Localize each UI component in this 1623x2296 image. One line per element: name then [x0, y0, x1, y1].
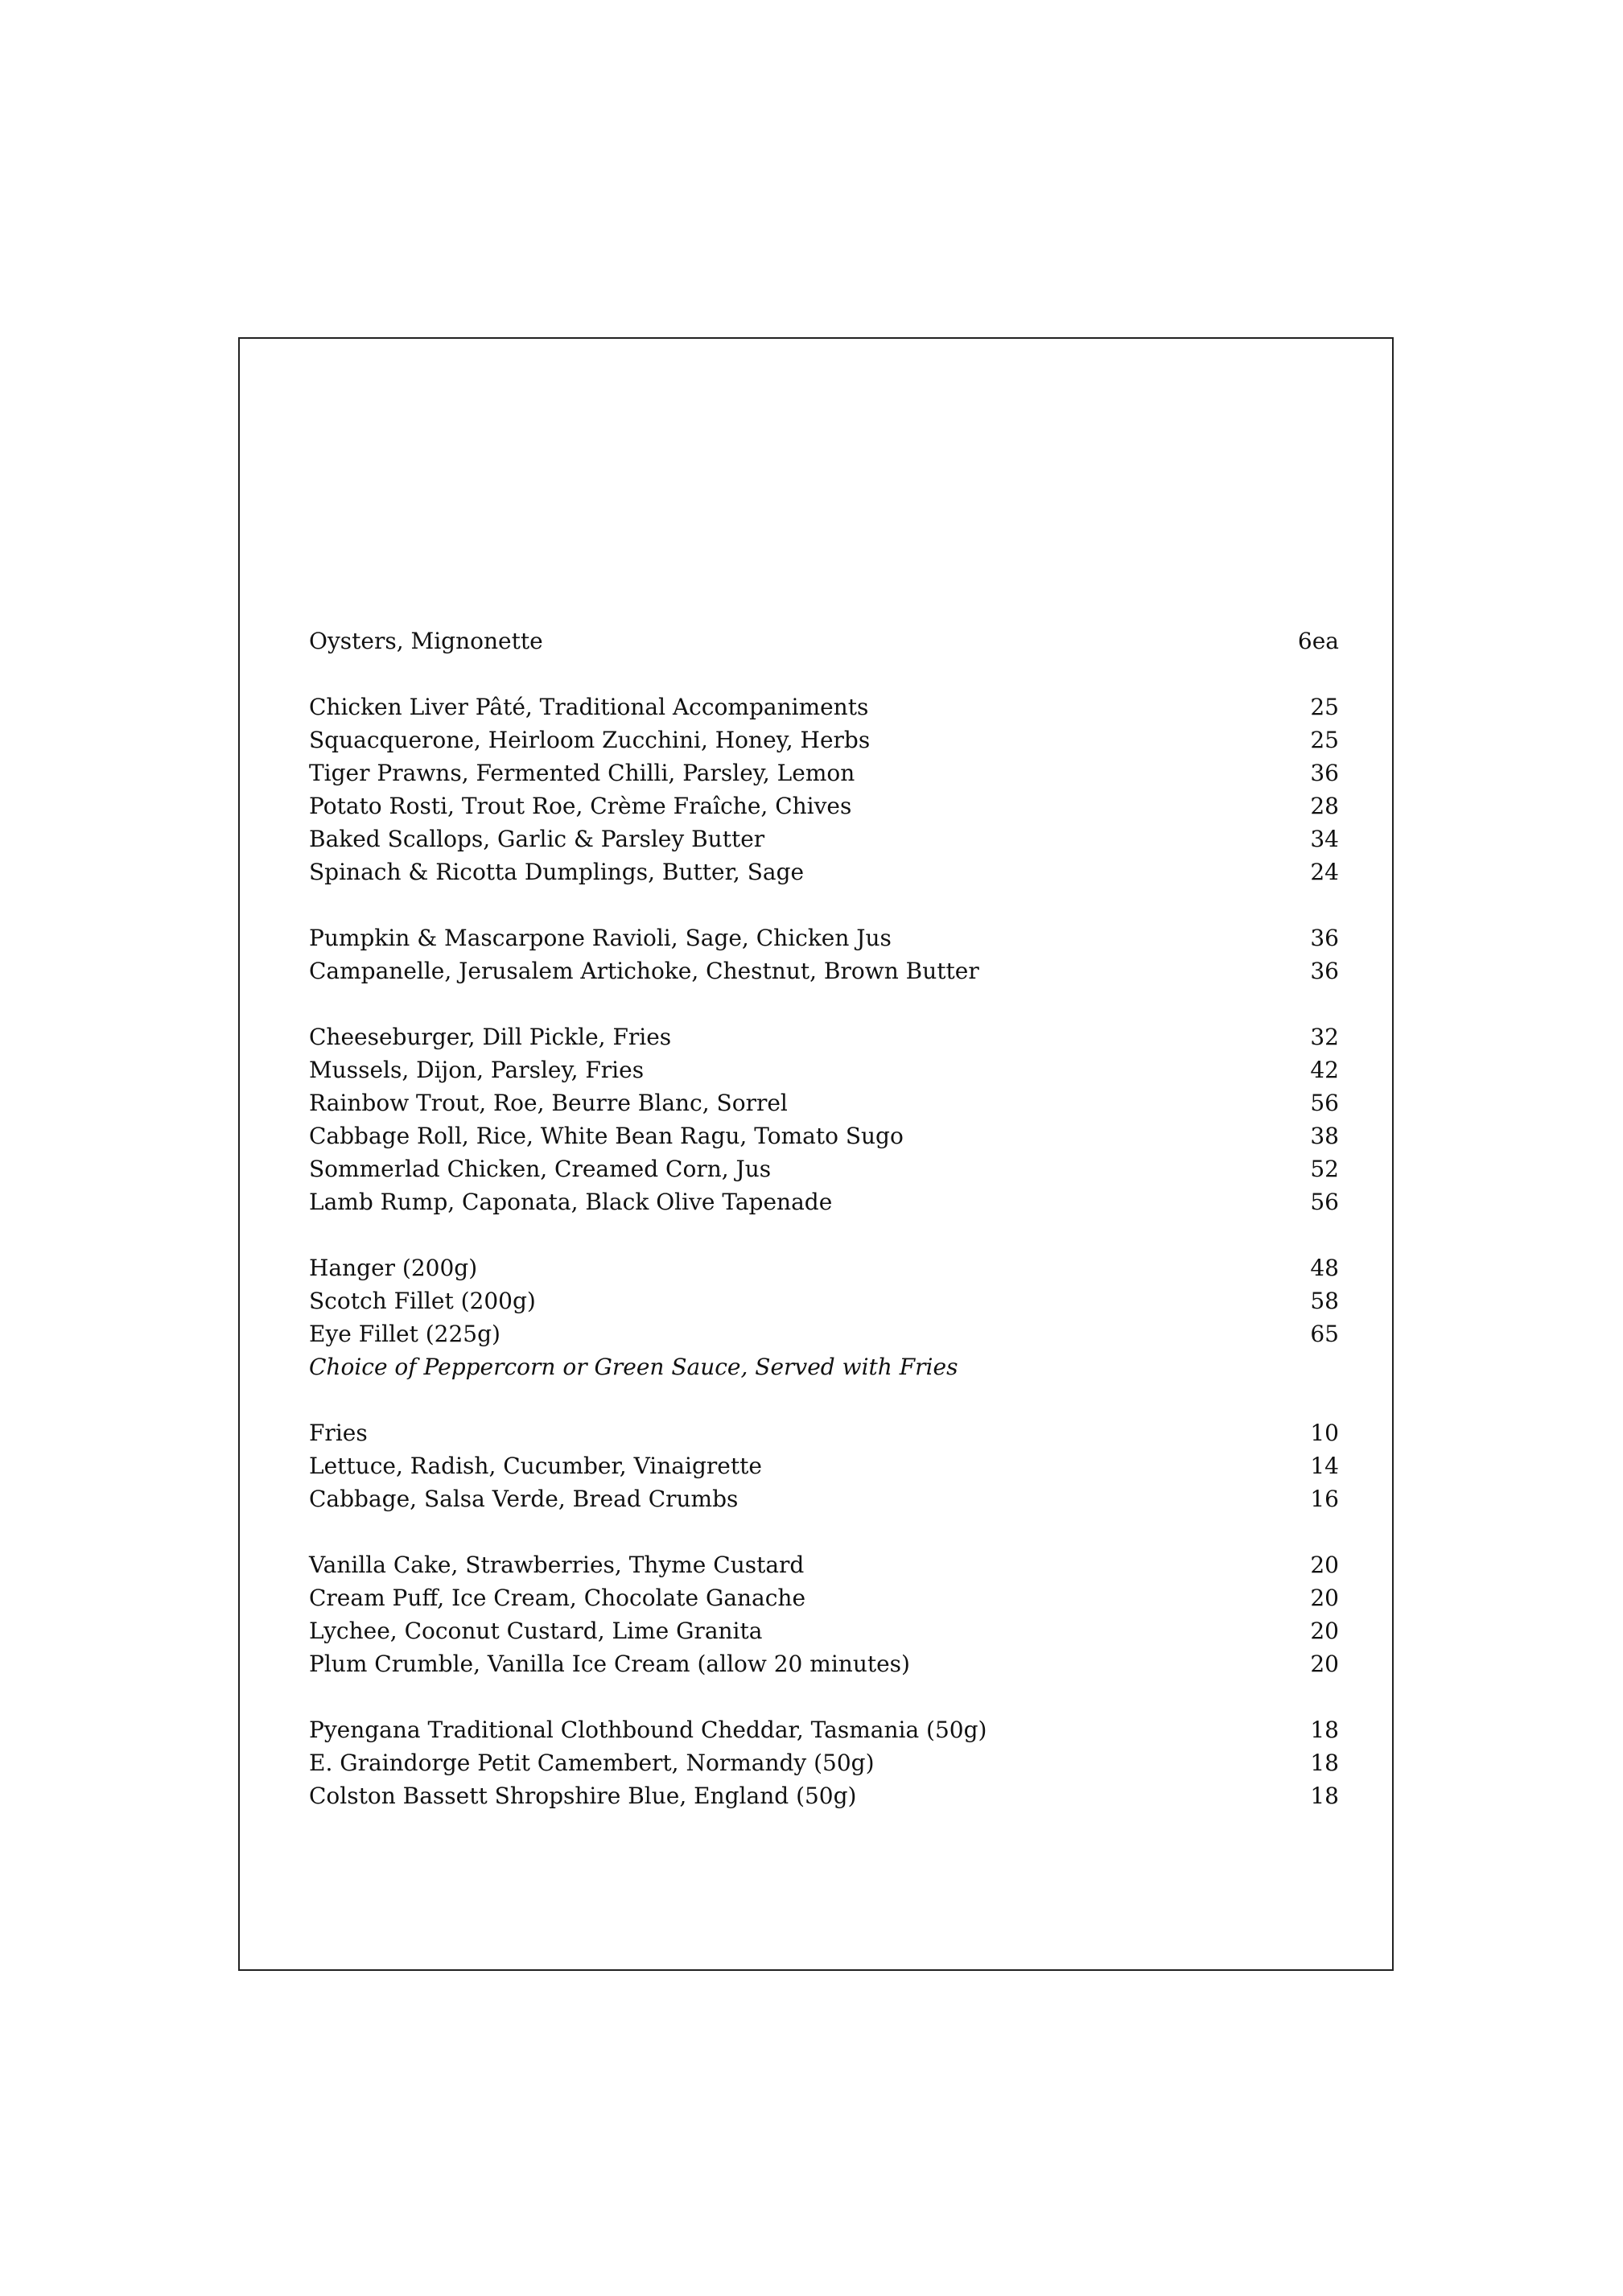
menu-item: [309, 855, 1339, 888]
menu-item-price: 42: [1310, 1057, 1339, 1083]
menu-item-name: Hanger (200g): [309, 1255, 478, 1281]
menu-section-pasta: [309, 921, 1339, 987]
menu-item-name: Cabbage, Salsa Verde, Bread Crumbs: [309, 1486, 739, 1512]
menu-item: [309, 1284, 1339, 1317]
menu-item-name: Spinach & Ricotta Dumplings, Butter, Sage: [309, 859, 805, 885]
menu-item-price: 18: [1310, 1783, 1339, 1809]
menu-item-price: 32: [1310, 1024, 1339, 1050]
menu-item: [309, 1746, 1339, 1779]
menu-item-name: Baked Scallops, Garlic & Parsley Butter: [309, 826, 765, 852]
menu-item-price: 28: [1310, 793, 1339, 819]
menu-item: [309, 1614, 1339, 1647]
menu-section-desserts: [309, 1548, 1339, 1680]
menu-item-name: Lettuce, Radish, Cucumber, Vinaigrette: [309, 1453, 762, 1479]
menu-item-name: Lamb Rump, Caponata, Black Olive Tapenade: [309, 1189, 833, 1215]
menu-item-name: Scotch Fillet (200g): [309, 1288, 536, 1314]
menu-item-price: 34: [1310, 826, 1339, 852]
menu-item-name: Tiger Prawns, Fermented Chilli, Parsley, Lemon: [309, 760, 855, 786]
menu-item-name: Cream Puff, Ice Cream, Chocolate Ganache: [309, 1585, 806, 1611]
menu-item: [309, 1449, 1339, 1482]
menu-item-price: 16: [1310, 1486, 1339, 1512]
menu-item-price: 18: [1310, 1717, 1339, 1743]
menu-item-name: Chicken Liver Pâté, Traditional Accompaniments: [309, 694, 869, 720]
menu-item-price: 58: [1310, 1288, 1339, 1314]
menu-item: [309, 1482, 1339, 1515]
menu-item: [309, 1053, 1339, 1086]
menu-item: [309, 1416, 1339, 1449]
menu-item-name: Pyengana Traditional Clothbound Cheddar, Tasmania (50g): [309, 1717, 987, 1743]
menu-item: [309, 1647, 1339, 1680]
menu-item-name: Fries: [309, 1420, 368, 1446]
menu-item-price: 14: [1310, 1453, 1339, 1479]
menu-section-mains: [309, 1020, 1339, 1218]
menu-item-name: Cabbage Roll, Rice, White Bean Ragu, Tomato Sugo: [309, 1123, 904, 1149]
menu-item-name: Squacquerone, Heirloom Zucchini, Honey, Herbs: [309, 727, 871, 753]
menu-section-starters: [309, 690, 1339, 888]
menu-item: [309, 954, 1339, 987]
menu-item: [309, 822, 1339, 855]
menu-item-name: Pumpkin & Mascarpone Ravioli, Sage, Chicken Jus: [309, 925, 892, 951]
menu-item: [309, 723, 1339, 756]
menu-section-sides: [309, 1416, 1339, 1515]
menu-item: [309, 756, 1339, 789]
menu-item-price: 38: [1310, 1123, 1339, 1149]
menu-item-price: 25: [1310, 694, 1339, 720]
steak-sauce-note: Choice of Peppercorn or Green Sauce, Served with Fries: [309, 1354, 958, 1380]
menu-item: [309, 1020, 1339, 1053]
menu-item-price: 65: [1310, 1321, 1339, 1347]
menu-item-price: 56: [1310, 1090, 1339, 1116]
menu-item-price: 48: [1310, 1255, 1339, 1281]
menu-item: [309, 921, 1339, 954]
menu-item-name: Cheeseburger, Dill Pickle, Fries: [309, 1024, 672, 1050]
menu-item-price: 52: [1310, 1156, 1339, 1182]
menu-item: [309, 1152, 1339, 1185]
menu-item: [309, 624, 1339, 657]
menu-item-name: E. Graindorge Petit Camembert, Normandy (50g): [309, 1750, 875, 1776]
menu-item-name: Eye Fillet (225g): [309, 1321, 500, 1347]
menu-item-price: 36: [1310, 925, 1339, 951]
menu-item-price: 10: [1310, 1420, 1339, 1446]
menu-item-price: 20: [1310, 1618, 1339, 1644]
menu-item-price: 20: [1310, 1585, 1339, 1611]
menu-item: [309, 1119, 1339, 1152]
menu-item-name: Oysters, Mignonette: [309, 628, 543, 654]
menu-item: [309, 1548, 1339, 1581]
menu-item: [309, 1185, 1339, 1218]
menu-item-price: 24: [1310, 859, 1339, 885]
menu-item: [309, 1581, 1339, 1614]
menu-item-price: 18: [1310, 1750, 1339, 1776]
menu-section-steaks: [309, 1251, 1339, 1383]
menu-item: [309, 789, 1339, 822]
menu-item-name: Potato Rosti, Trout Roe, Crème Fraîche, Chives: [309, 793, 852, 819]
menu-item-name: Lychee, Coconut Custard, Lime Granita: [309, 1618, 763, 1644]
menu-item-price: 36: [1310, 760, 1339, 786]
menu-item: [309, 690, 1339, 723]
menu-section-cheese: [309, 1713, 1339, 1812]
menu-item-price: 20: [1310, 1651, 1339, 1677]
menu-item: [309, 1251, 1339, 1284]
menu-item-price: 36: [1310, 958, 1339, 984]
menu-item-name: Colston Bassett Shropshire Blue, England (50g): [309, 1783, 857, 1809]
menu-item: [309, 1779, 1339, 1812]
menu-item: [309, 1317, 1339, 1350]
menu-item-price: 25: [1310, 727, 1339, 753]
menu-item-name: Campanelle, Jerusalem Artichoke, Chestnut, Brown Butter: [309, 958, 979, 984]
menu-item-name: Sommerlad Chicken, Creamed Corn, Jus: [309, 1156, 772, 1182]
menu-item-name: Mussels, Dijon, Parsley, Fries: [309, 1057, 645, 1083]
menu-list: [309, 624, 1339, 1845]
menu-section-oysters: [309, 624, 1339, 657]
menu-item-name: Vanilla Cake, Strawberries, Thyme Custard: [309, 1552, 805, 1578]
menu-item-name: Rainbow Trout, Roe, Beurre Blanc, Sorrel: [309, 1090, 788, 1116]
menu-item-price: 6ea: [1297, 628, 1339, 654]
menu-item: [309, 1713, 1339, 1746]
menu-item-name: Plum Crumble, Vanilla Ice Cream (allow 20 minutes): [309, 1651, 910, 1677]
menu-item: [309, 1086, 1339, 1119]
menu-item-price: 56: [1310, 1189, 1339, 1215]
menu-item-price: 20: [1310, 1552, 1339, 1578]
